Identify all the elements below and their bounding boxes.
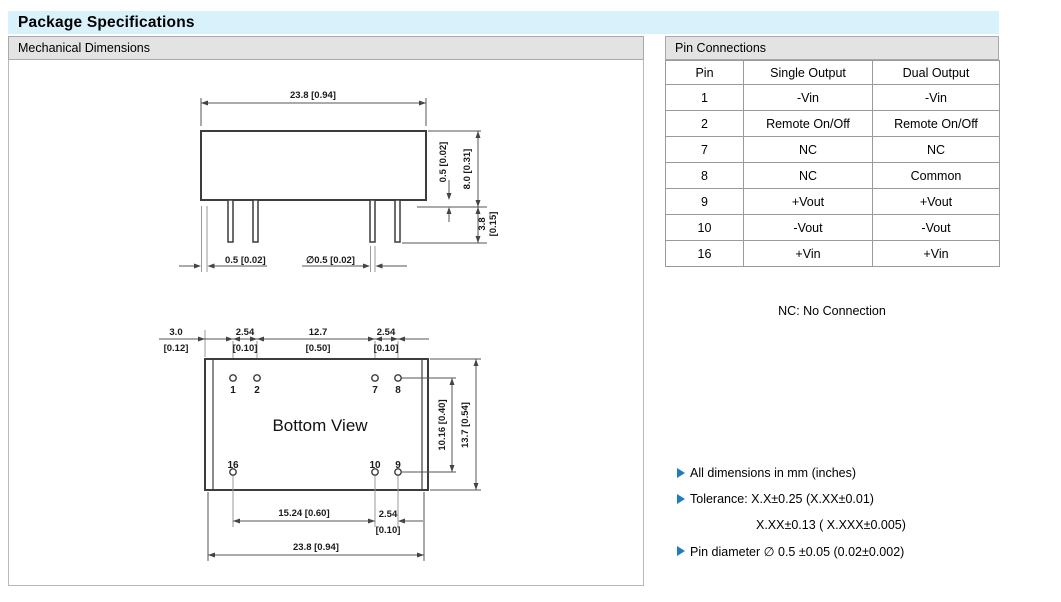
pin-label-9: 9 xyxy=(395,460,401,471)
dim-span-in: [0.50] xyxy=(305,343,331,354)
pin-connections-table xyxy=(665,60,1000,267)
cell-pin: 16 xyxy=(666,241,744,267)
bullet-triangle-icon xyxy=(677,494,685,504)
pin-connections-panel xyxy=(665,36,999,602)
cell-dual: -Vin xyxy=(873,85,1000,111)
dim-edge-mm: 3.0 xyxy=(169,327,183,338)
note-pin-diameter xyxy=(677,541,999,561)
dim-pitch2-mm: 2.54 xyxy=(376,327,396,338)
note-text: X.XX±0.13 ( X.XXX±0.005) xyxy=(756,518,906,532)
cell-single: -Vout xyxy=(744,215,873,241)
table-row xyxy=(666,85,1000,111)
cell-pin: 7 xyxy=(666,137,744,163)
dim-bottom-width: 23.8 [0.94] xyxy=(293,542,339,553)
dim-pitch1-mm: 2.54 xyxy=(235,327,255,338)
note-text: Tolerance: X.X±0.25 (X.XX±0.01) xyxy=(690,492,874,506)
note-text: Pin diameter ∅ 0.5 ±0.05 (0.02±0.002) xyxy=(690,544,905,559)
pin-label-10: 10 xyxy=(369,460,381,471)
cell-pin: 1 xyxy=(666,85,744,111)
cell-pin: 10 xyxy=(666,215,744,241)
table-row xyxy=(666,189,1000,215)
cell-single: NC xyxy=(744,163,873,189)
col-pin: Pin xyxy=(666,61,744,85)
table-row xyxy=(666,241,1000,267)
table-row xyxy=(666,137,1000,163)
mechanical-dimensions-label: Mechanical Dimensions xyxy=(18,41,151,55)
notes-list xyxy=(665,463,999,567)
mechanical-dimensions-panel xyxy=(8,36,644,586)
cell-dual: Common xyxy=(873,163,1000,189)
pin-label-8: 8 xyxy=(395,385,401,396)
dim-edge-in: [0.12] xyxy=(163,343,189,354)
cell-single: Remote On/Off xyxy=(744,111,873,137)
dim-side-height: 8.0 [0.31] xyxy=(462,148,473,190)
nc-note: NC: No Connection xyxy=(778,304,886,318)
pin-label-7: 7 xyxy=(372,385,378,396)
dim-span-bottom: 15.24 [0.60] xyxy=(278,508,330,519)
cell-single: +Vout xyxy=(744,189,873,215)
pin-label-1: 1 xyxy=(230,385,236,396)
cell-pin: 2 xyxy=(666,111,744,137)
table-row xyxy=(666,215,1000,241)
dim-side-standoff: 0.5 [0.02] xyxy=(438,141,449,183)
dim-side-width: 23.8 [0.94] xyxy=(290,90,336,101)
col-dual-output: Dual Output xyxy=(873,61,1000,85)
dim-pin-length-in: [0.15] xyxy=(488,211,499,237)
cell-dual: NC xyxy=(873,137,1000,163)
cell-dual: +Vin xyxy=(873,241,1000,267)
dim-pitch2-in: [0.10] xyxy=(373,343,399,354)
cell-pin: 9 xyxy=(666,189,744,215)
dim-span-mm: 12.7 xyxy=(308,327,328,338)
table-row xyxy=(666,111,1000,137)
dim-pitch3-in: [0.10] xyxy=(375,525,401,536)
dim-pitch1-in: [0.10] xyxy=(232,343,258,354)
page-title: Package Specifications xyxy=(18,13,195,31)
cell-dual: +Vout xyxy=(873,189,1000,215)
note-text: All dimensions in mm (inches) xyxy=(690,466,857,480)
table-row xyxy=(666,163,1000,189)
page-title-bar xyxy=(8,11,999,34)
dim-row-spacing: 10.16 [0.40] xyxy=(437,399,448,451)
cell-dual: -Vout xyxy=(873,215,1000,241)
mechanical-drawing xyxy=(9,60,643,585)
cell-dual: Remote On/Off xyxy=(873,111,1000,137)
pin-label-2: 2 xyxy=(254,385,260,396)
note-tolerance xyxy=(677,489,999,509)
col-single-output: Single Output xyxy=(744,61,873,85)
drawing-area xyxy=(8,60,644,586)
dim-pin-diameter: ∅0.5 [0.02] xyxy=(306,255,355,266)
table-header-row xyxy=(666,61,1000,85)
note-dimensions xyxy=(677,463,999,483)
note-tolerance-2 xyxy=(677,515,999,535)
bullet-triangle-icon xyxy=(677,468,685,478)
pin-connections-header xyxy=(665,36,999,60)
dim-body-depth: 13.7 [0.54] xyxy=(460,402,471,448)
mechanical-dimensions-header xyxy=(8,36,644,60)
bottom-view-label: Bottom View xyxy=(272,416,368,435)
cell-pin: 8 xyxy=(666,163,744,189)
pin-connections-label: Pin Connections xyxy=(675,41,767,55)
pin-label-16: 16 xyxy=(227,460,239,471)
dim-pitch3-mm: 2.54 xyxy=(378,509,398,520)
dim-pin-length-mm: 3.8 xyxy=(477,217,488,231)
cell-single: +Vin xyxy=(744,241,873,267)
bullet-triangle-icon xyxy=(677,546,685,556)
cell-single: -Vin xyxy=(744,85,873,111)
dim-lead-offset: 0.5 [0.02] xyxy=(225,255,266,266)
cell-single: NC xyxy=(744,137,873,163)
